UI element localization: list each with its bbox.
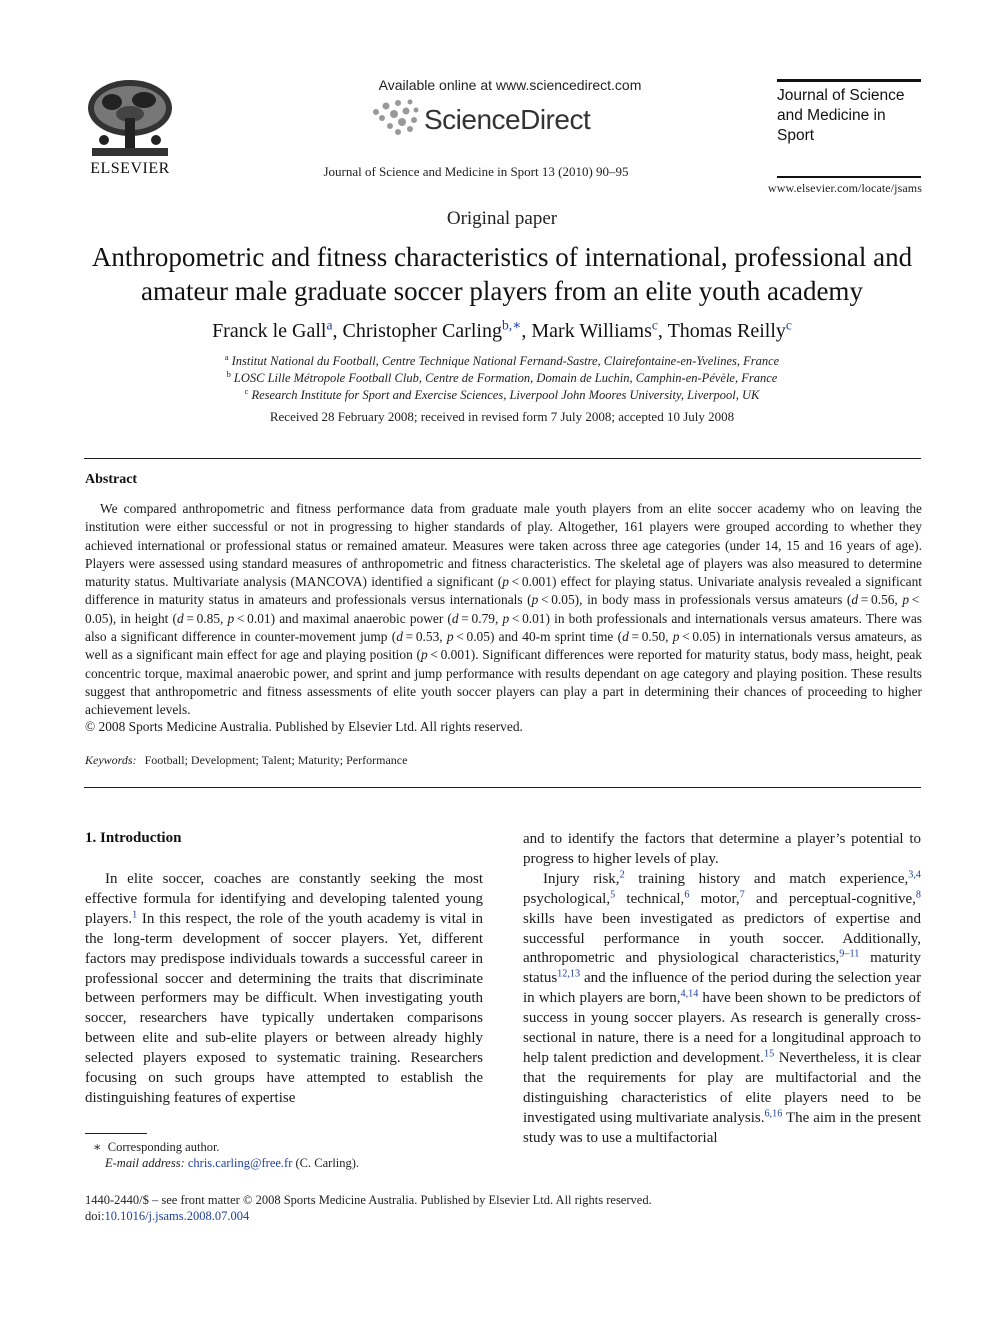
keywords-list: Football; Development; Talent; Maturity; Performance	[144, 753, 408, 767]
issn-line: 1440-2440/$ – see front matter © 2008 Sports Medicine Australia. Published by Elsevier Ltd. All rights reserved.	[85, 1193, 652, 1207]
journal-url-link[interactable]: www.elsevier.com/locate/jsams	[767, 181, 922, 195]
publisher-name: ELSEVIER	[90, 160, 170, 177]
journal-box-top-rule	[777, 79, 921, 82]
abstract-copyright: © 2008 Sports Medicine Australia. Published by Elsevier Ltd. All rights reserved.	[85, 719, 523, 734]
journal-citation: Journal of Science and Medicine in Sport 13 (2010) 90–95	[323, 164, 629, 179]
abstract-text: We compared anthropometric and fitness performance data from graduate male youth players from an elite soccer academy who on leaving the institution were either successful or not in progressing to higher standards of play. Altogether, 161 players were grouped according to whether they achieved international or professional status or remained amateur. Measures were taken across three age categories (under 14, 15 and 16 years of age). Players were assessed using standard measures of anthropometric and fitness characteristics. The skeletal age of players was also measured to determine maturity status. Multivariate analysis (MANCOVA) identified a significant (p < 0.001) effect for playing status. Univariate analysis revealed a significant difference in maturity status in amateurs and professionals versus internationals (p < 0.05), in body mass in professionals versus amateurs (d = 0.56, p < 0.05), in height (d = 0.85, p < 0.01) and maximal anaerobic power (d = 0.79, p < 0.01) in both professionals and internationals versus amateurs. There was also a significant difference in counter-movement jump (d = 0.53, p < 0.05) and 40-m sprint time (d = 0.50, p < 0.05) in internationals versus amateurs, as well as a significant main effect for age and playing position (p < 0.001). Significant differences were reported for maturity status, body mass, height, peak concentric torque, maximal anaerobic power, and sprint and jump performance with results dependant on age category and playing position. These results suggest that anthropometric and fitness assessments of elite youth soccer players can play a part in determining their chances of proceeding to higher achievement levels.	[85, 501, 923, 718]
email-suffix: (C. Carling).	[295, 1156, 360, 1170]
author-name: Thomas Reilly	[667, 320, 786, 342]
doi-prefix: doi:	[85, 1209, 105, 1223]
paper-title: Anthropometric and fitness characteristics of international, professional and amateur male graduate soccer players from an elite youth academy	[91, 242, 913, 306]
affiliation-text: Institut National du Football, Centre Technique National Fernand-Sastre, Clairefontaine-en-Yvelines, France	[231, 354, 780, 368]
journal-box-title: Journal of Science and Medicine in Sport	[777, 87, 905, 144]
email-link[interactable]: chris.carling@free.fr	[187, 1156, 293, 1170]
footnote-rule	[85, 1133, 147, 1134]
body-column-right: and to identify the factors that determine a player’s potential to progress to higher levels of play. Injury risk,$^2$ training history and match experience,$^{3,4}$ psychological,$^5$ technical,$^6$ motor,$^7$ and perceptual-cognitive,$^8$ skills have been investigated as predictors of expertise and successful performance in youth soccer. Additionally, anthropometric and physiological characteristics,$^{9-11}$ maturity status$^{12,13}$ and the influence of the period during the selection year in which players are born,$^{4,14}$ have been shown to be predictors of success in young soccer players. As research is generally cross-sectional in nature, there is a need for a longitudinal approach to help talent prediction and development.$^{15}$ Nevertheless, it is clear that the requirements for play are multifactorial and the distinguishing characteristics of elite players need to be investigated using multivariate analysis.$^{6,16}$ The aim in the present study was to use a multifactorial	[523, 831, 922, 1146]
author-affiliation-link[interactable]: b,∗	[501, 317, 522, 333]
author-name: Christopher Carling	[342, 320, 502, 342]
footnote-corresponding: ∗ Corresponding author.	[93, 1140, 220, 1154]
keywords-label: Keywords:	[85, 753, 137, 767]
affiliation	[80, 388, 924, 403]
doi-line	[85, 1209, 249, 1224]
affiliation-marker: c	[244, 386, 249, 397]
available-online-text: Available online at www.sciencedirect.com	[378, 77, 642, 93]
author-list: Franck le Gall$^a$, Christopher Carling$^{b,∗}$, Mark Williams$^c$, Thomas Reilly$^c$	[212, 317, 792, 342]
affiliation-marker: a	[224, 352, 229, 363]
received-dates: Received 28 February 2008; received in revised form 7 July 2008; accepted 10 July 2008	[269, 409, 735, 424]
author-affiliation-link[interactable]: c	[785, 317, 792, 333]
corresponding-author-note: Corresponding author.	[107, 1140, 220, 1154]
divider	[84, 458, 921, 459]
affiliation-text: Research Institute for Sport and Exercise Sciences, Liverpool John Moores University, Liverpool, UK	[251, 388, 760, 402]
divider	[84, 787, 921, 788]
author-affiliation-link[interactable]: a	[326, 317, 333, 333]
author-name: Franck le Gall	[212, 320, 327, 342]
email-label: E-mail address:	[105, 1156, 185, 1170]
author-name: Mark Williams	[531, 320, 652, 342]
author-affiliation-link[interactable]: c	[651, 317, 658, 333]
footnote-email	[105, 1156, 359, 1171]
affiliation-text: LOSC Lille Métropole Football Club, Centre de Formation, Domain de Luchin, Camphin-en-Pévèle, France	[233, 371, 778, 385]
paper-type: Original paper	[446, 208, 558, 229]
journal-box-bottom-rule	[777, 176, 921, 178]
abstract-heading: Abstract	[85, 472, 138, 487]
sciencedirect-wordmark: ScienceDirect	[424, 104, 591, 135]
affiliation-marker: b	[226, 369, 231, 380]
doi-link[interactable]: 10.1016/j.jsams.2008.07.004	[104, 1209, 250, 1223]
affiliation	[80, 371, 924, 386]
body-column-left: In elite soccer, coaches are constantly seeking the most effective formula for identifying and developing talented young players.$^1$ In this respect, the role of the youth academy is vital in the long-term development of soccer players. Yet, different factors may predispose individuals towards a successful career in professional soccer and determining the traits that discriminate between performers may be difficult. When investigating youth soccer, researchers have typically undertaken comparisons between elite and sub-elite players or between already highly selected players exposed to systematic training. Researchers focusing on such groups have attempted to establish the distinguishing features of expertise	[85, 871, 483, 1106]
section-heading: 1. Introduction	[85, 830, 182, 846]
keywords	[85, 753, 407, 768]
affiliation	[80, 354, 924, 369]
